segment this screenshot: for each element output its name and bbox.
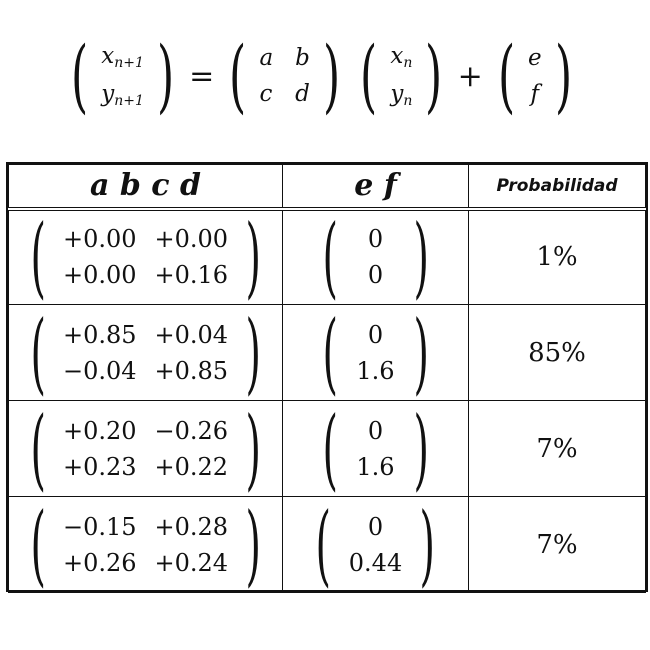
table-row [9,401,646,497]
coef-b: +0.04 [154,320,229,349]
probability-cell: 7% [469,497,646,593]
lhs-top-var: x [101,43,115,69]
left-paren: ( [30,396,46,500]
lhs-bottom-var: y [101,81,115,107]
right-paren: ) [419,492,436,596]
coef-c: +0.23 [62,452,137,481]
offset-cell [283,492,469,596]
coef-e: 0 [367,320,384,349]
lhs-top-sub: n+1 [114,55,144,71]
coef-b: +0.00 [154,225,229,254]
table-row [9,305,646,401]
offset-e: e [527,45,542,71]
left-paren: ( [30,492,46,596]
matrix-a: a [259,45,274,71]
vec-top [390,43,412,71]
right-paren: ) [245,205,261,309]
coefficient-matrix [222,29,347,122]
coef-b: +0.28 [154,512,229,541]
coef-c: +0.26 [62,548,137,577]
offset-cell [283,205,469,309]
plus-sign: + [457,58,483,94]
coef-e: 0 [367,225,384,254]
left-paren: ( [315,492,332,596]
left-paren: ( [30,300,46,404]
matrix-c: c [259,81,273,107]
coef-d: +0.16 [154,261,229,290]
header-probability: Probabilidad [469,165,646,209]
coef-f: 0.44 [348,548,403,577]
left-paren: ( [322,205,339,309]
left-paren: ( [360,29,378,122]
coef-a: +0.00 [62,225,137,254]
input-vector [353,29,449,122]
matrix-cell [9,492,283,596]
ifs-coefficients-table [8,164,646,596]
header-ef: e f [283,165,469,209]
lhs-vector [64,29,181,122]
matrix-b: b [295,45,310,71]
coef-a: −0.15 [62,512,137,541]
coef-f: 1.6 [356,452,395,481]
left-paren: ( [322,396,339,500]
matrix-cell [9,396,283,500]
offset-cell [283,300,469,404]
offset-f: f [530,81,540,107]
coef-b: −0.26 [154,416,229,445]
coef-a: +0.20 [62,416,137,445]
coef-d: +0.22 [154,452,229,481]
right-paren: ) [412,396,429,500]
lhs-bottom-sub: n+1 [114,93,144,109]
right-paren: ) [156,29,175,122]
right-paren: ) [322,29,341,122]
left-paren: ( [30,205,46,309]
ifs-table [6,162,648,596]
probability-cell: 1% [469,209,646,305]
table-row [9,209,646,305]
left-paren: ( [229,29,247,122]
matrix-cell [9,205,283,309]
left-paren: ( [322,300,339,404]
equals-sign: = [189,58,215,94]
coef-f: 1.6 [356,356,395,385]
lhs-bottom [101,81,144,109]
offset-cell [283,396,469,500]
coef-c: −0.04 [62,356,137,385]
probability-cell: 85% [469,305,646,401]
header-row [9,165,646,209]
coef-e: 0 [367,416,384,445]
probability-cell: 7% [469,401,646,497]
right-paren: ) [554,29,572,122]
coef-f: 0 [367,261,384,290]
left-paren: ( [71,29,89,122]
matrix-d: d [295,81,310,107]
offset-vector [491,29,579,122]
right-paren: ) [425,29,443,122]
table-row [9,497,646,593]
matrix-cell [9,300,283,404]
vec-bottom-var: y [390,81,404,107]
coef-a: +0.85 [62,320,137,349]
coef-d: +0.24 [154,548,229,577]
right-paren: ) [245,300,261,404]
right-paren: ) [412,300,429,404]
affine-equation [64,28,584,124]
right-paren: ) [412,205,429,309]
header-abcd: a b c d [9,165,283,209]
coef-d: +0.85 [154,356,229,385]
vec-top-var: x [390,43,404,69]
right-paren: ) [245,492,261,596]
coef-c: +0.00 [62,261,137,290]
coef-e: 0 [367,512,384,541]
left-paren: ( [497,29,515,122]
vec-top-sub: n [403,55,413,71]
right-paren: ) [245,396,261,500]
lhs-top [101,43,144,71]
vec-bottom [390,81,412,109]
vec-bottom-sub: n [403,93,413,109]
